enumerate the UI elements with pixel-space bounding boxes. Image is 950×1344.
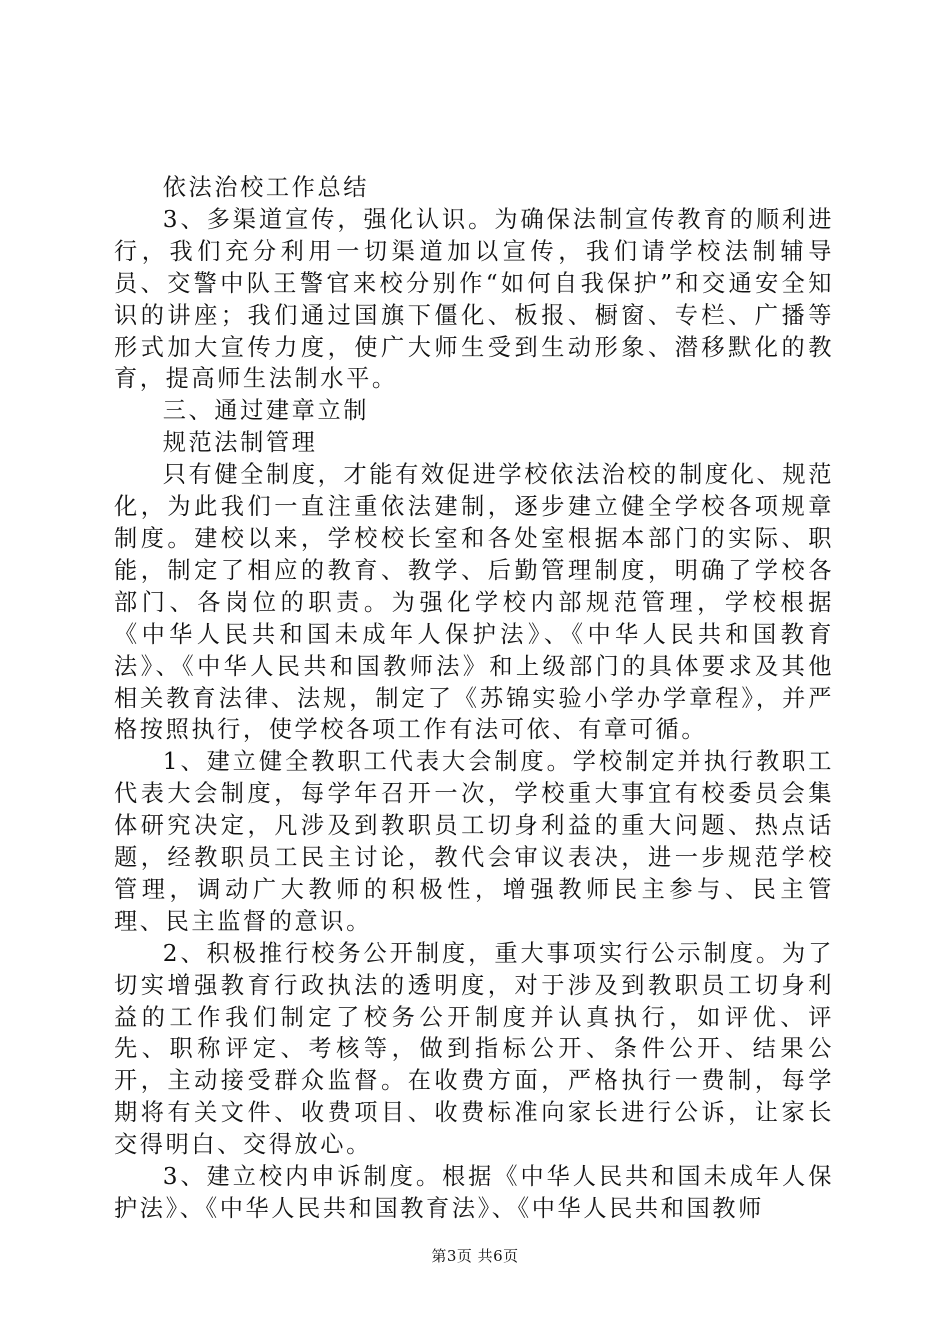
section-subheading: 规范法制管理 (162, 429, 318, 457)
page-number: 第3页 共6页 (431, 1247, 519, 1265)
paragraph-congress: 1、建立健全教职工代表大会制度。学校制定并执行教职工代表大会制度，每学年召开一次，学校重大事宜有校委员会集体研究决定，凡涉及到教职员工切身利益的重大问题、热点话题，经教职员工民主讨论，教代会审议表决，进一步规范学校管理，调动广大教师的积极性，增强教师民主参与、民主管理、民主监督的意识。 (114, 748, 834, 935)
section-heading: 三、通过建章立制 (162, 397, 370, 425)
paragraph-rules: 只有健全制度，才能有效促进学校依法治校的制度化、规范化，为此我们一直注重依法建制，逐步建立健全学校各项规章制度。建校以来，学校校长室和各处室根据本部门的实际、职能，制定了相应的教育、教学、后勤管理制度，明确了学校各部门、各岗位的职责。为强化学校内部规范管理，学校根据《中华人民共和国未成年人保护法》、《中华人民共和国教育法》、《中华人民共和国教师法》和上级部门的具体要求及其他相关教育法律、法规，制定了《苏锦实验小学办学章程》，并严格按照执行，使学校各项工作有法可依、有章可循。 (114, 461, 834, 744)
paragraph-publicity: 3、多渠道宣传，强化认识。为确保法制宣传教育的顺利进行，我们充分利用一切渠道加以宣传，我们请学校法制辅导员、交警中队王警官来校分别作“如何自我保护”和交通安全知识的讲座；我们通过国旗下僵化、板报、橱窗、专栏、广播等形式加大宣传力度，使广大师生受到生动形象、潜移默化的教育，提高师生法制水平。 (114, 205, 834, 393)
heading-line: 依法治校工作总结 (162, 174, 370, 201)
paragraph-appeal: 3、建立校内申诉制度。根据《中华人民共和国未成年人保护法》、《中华人民共和国教育法》、《中华人民共和国教师 (114, 1163, 834, 1222)
paragraph-disclosure: 2、积极推行校务公开制度，重大事项实行公示制度。为了切实增强教育行政执法的透明度，对于涉及到教职员工切身利益的工作我们制定了校务公开制度并认真执行，如评优、评先、职称评定、考核等，做到指标公开、条件公开、结果公开，主动接受群众监督。在收费方面，严格执行一费制，每学期将有关文件、收费项目、收费标准向家长进行公诉，让家长交得明白、交得放心。 (114, 939, 834, 1159)
document-body (114, 172, 834, 1225)
